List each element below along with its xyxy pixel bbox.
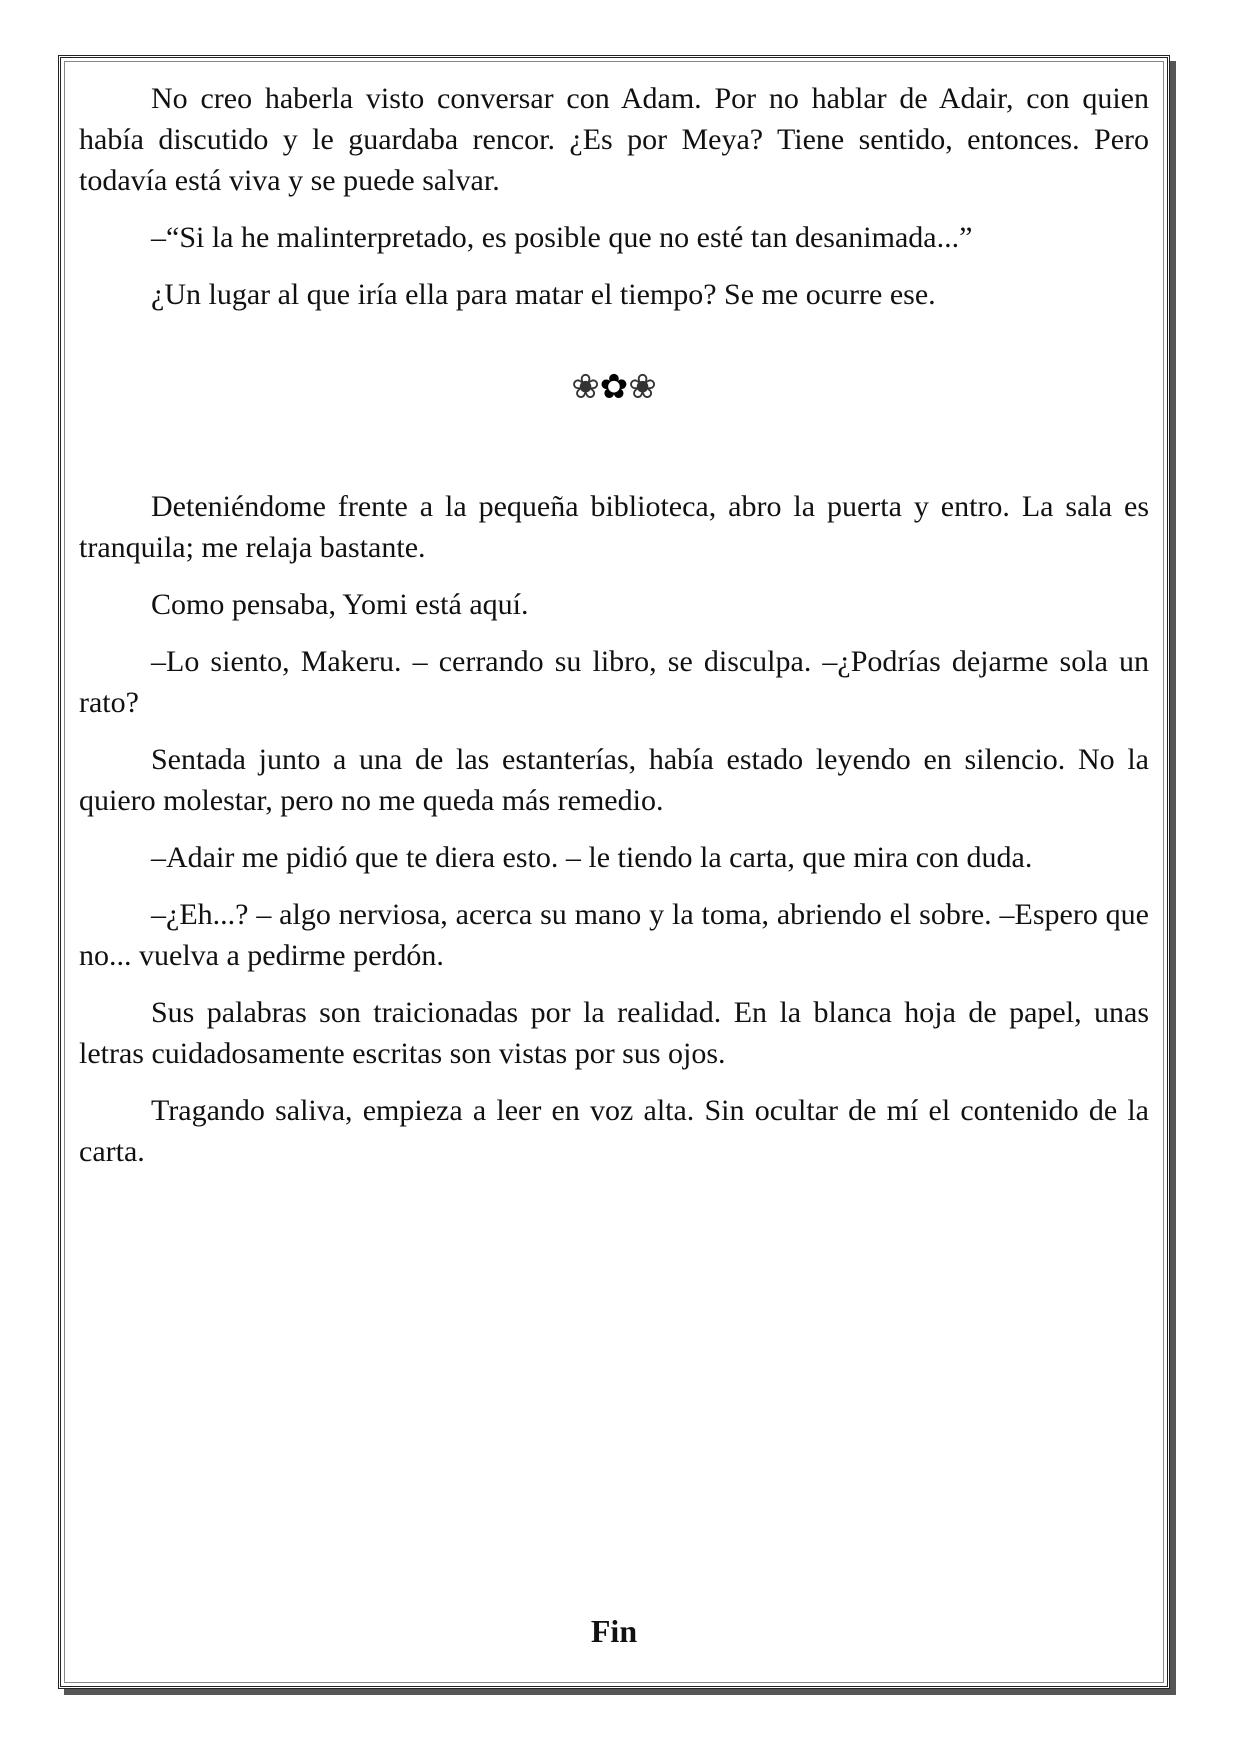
paragraph-1: No creo haberla visto conversar con Adam. Por no hablar de Adair, con quien había discutido y le guardaba rencor. ¿Es por Meya? Tiene sentido, entonces. Pero todavía está viva y se puede salvar. (79, 82, 1149, 197)
paragraph-8: –Adair me pidió que te diera esto. – le tiendo la carta, que mira con duda. (151, 841, 1033, 874)
paragraph-5: Como pensaba, Yomi está aquí. (151, 588, 529, 621)
paragraph-11: Tragando saliva, empieza a leer en voz alta. Sin ocultar de mí el contenido de la carta. (79, 1094, 1149, 1168)
paragraph-2: –“Si la he malinterpretado, es posible que no esté tan desanimada...” (151, 221, 973, 254)
flower-outline-icon: ❀ (571, 367, 600, 407)
page-frame (58, 55, 1170, 1689)
paragraph-3: ¿Un lugar al que iría ella para matar el tiempo? Se me ocurre ese. (151, 278, 936, 311)
flower-solid-icon: ✿ (599, 367, 629, 407)
end-mark: Fin (590, 1613, 638, 1649)
flower-outline-icon: ❀ (628, 367, 657, 407)
paragraph-7: Sentada junto a una de las estanterías, había estado leyendo en silencio. No la quiero molestar, pero no me queda más remedio. (79, 743, 1149, 817)
scene-break-ornament (79, 367, 1149, 408)
paragraph-6: –Lo siento, Makeru. – cerrando su libro, se disculpa. –¿Podrías dejarme sola un rato? (79, 645, 1149, 719)
paragraph-9: –¿Eh...? – algo nerviosa, acerca su mano y la toma, abriendo el sobre. –Espero que no... vuelva a pedirme perdón. (79, 898, 1149, 972)
text-block (79, 78, 1149, 1188)
paragraph-10: Sus palabras son traicionadas por la realidad. En la blanca hoja de papel, unas letras cuidadosamente escritas son vistas por sus ojos. (79, 996, 1149, 1070)
paragraph-4: Deteniéndome frente a la pequeña biblioteca, abro la puerta y entro. La sala es tranquila; me relaja bastante. (79, 490, 1149, 564)
